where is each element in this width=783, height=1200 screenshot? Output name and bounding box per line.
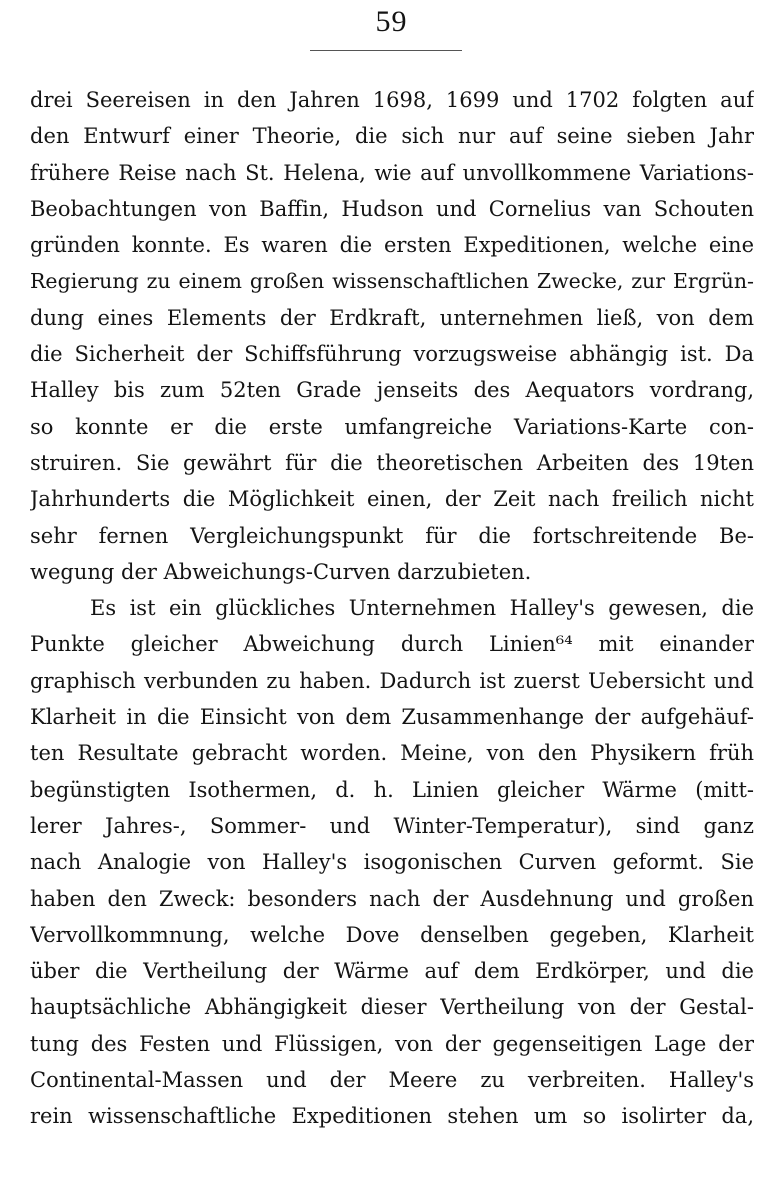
text-line: den Entwurf einer Theorie, die sich nur auf seine sieben Jahr: [30, 124, 754, 149]
text-line: hauptsächliche Abhängigkeit dieser Vertheilung von der Gestal-: [30, 995, 754, 1020]
text-line: so konnte er die erste umfangreiche Variations-Karte con-: [30, 414, 754, 439]
text-line: graphisch verbunden zu haben. Dadurch ist zuerst Uebersicht und: [30, 668, 754, 693]
text-line: rein wissenschaftliche Expeditionen stehen um so isolirter da,: [30, 1104, 754, 1129]
text-line: Continental-Massen und der Meere zu verbreiten. Halley's: [30, 1068, 754, 1093]
text-line: die Sicherheit der Schiffsführung vorzugsweise abhängig ist. Da: [30, 342, 754, 367]
text-line: struiren. Sie gewährt für die theoretischen Arbeiten des 19ten: [30, 450, 754, 475]
text-line: dung eines Elements der Erdkraft, unternehmen ließ, von dem: [30, 305, 754, 330]
text-line: Punkte gleicher Abweichung durch Linien⁶⁴ mit einander: [30, 632, 754, 657]
text-line: Jahrhunderts die Möglichkeit einen, der Zeit nach freilich nicht: [30, 487, 754, 512]
text-line: haben den Zweck: besonders nach der Ausdehnung und großen: [30, 886, 754, 911]
text-line: Es ist ein glückliches Unternehmen Halley's gewesen, die: [90, 596, 754, 621]
text-line: Beobachtungen von Baffin, Hudson und Cornelius van Schouten: [30, 196, 754, 221]
text-line: gründen konnte. Es waren die ersten Expeditionen, welche eine: [30, 233, 754, 258]
text-line: begünstigten Isothermen, d. h. Linien gleicher Wärme (mitt-: [30, 777, 754, 802]
text-line: sehr fernen Vergleichungspunkt für die fortschreitende Be-: [30, 523, 754, 548]
text-line: tung des Festen und Flüssigen, von der gegenseitigen Lage der: [30, 1031, 754, 1056]
text-line: nach Analogie von Halley's isogonischen Curven geformt. Sie: [30, 850, 754, 875]
page-number: 59: [375, 5, 408, 38]
text-line: Regierung zu einem großen wissenschaftlichen Zwecke, zur Ergrün-: [30, 269, 754, 294]
text-line: Vervollkommnung, welche Dove denselben gegeben, Klarheit: [30, 922, 754, 947]
text-line: Halley bis zum 52ten Grade jenseits des Aequators vordrang,: [30, 378, 754, 403]
text-line: ten Resultate gebracht worden. Meine, von den Physikern früh: [30, 741, 754, 766]
text-line: wegung der Abweichungs-Curven darzubieten.: [30, 559, 532, 584]
text-line: über die Vertheilung der Wärme auf dem Erdkörper, und die: [30, 959, 754, 984]
body-text: [30, 82, 754, 1135]
text-line: frühere Reise nach St. Helena, wie auf unvollkommene Variations-: [30, 160, 754, 185]
text-line: drei Seereisen in den Jahren 1698, 1699 und 1702 folgten auf: [30, 88, 754, 112]
text-line: lerer Jahres-, Sommer- und Winter-Temperatur), sind ganz: [30, 813, 754, 838]
header-rule: [310, 50, 462, 51]
text-line: Klarheit in die Einsicht von dem Zusammenhange der aufgehäuf-: [30, 705, 754, 730]
